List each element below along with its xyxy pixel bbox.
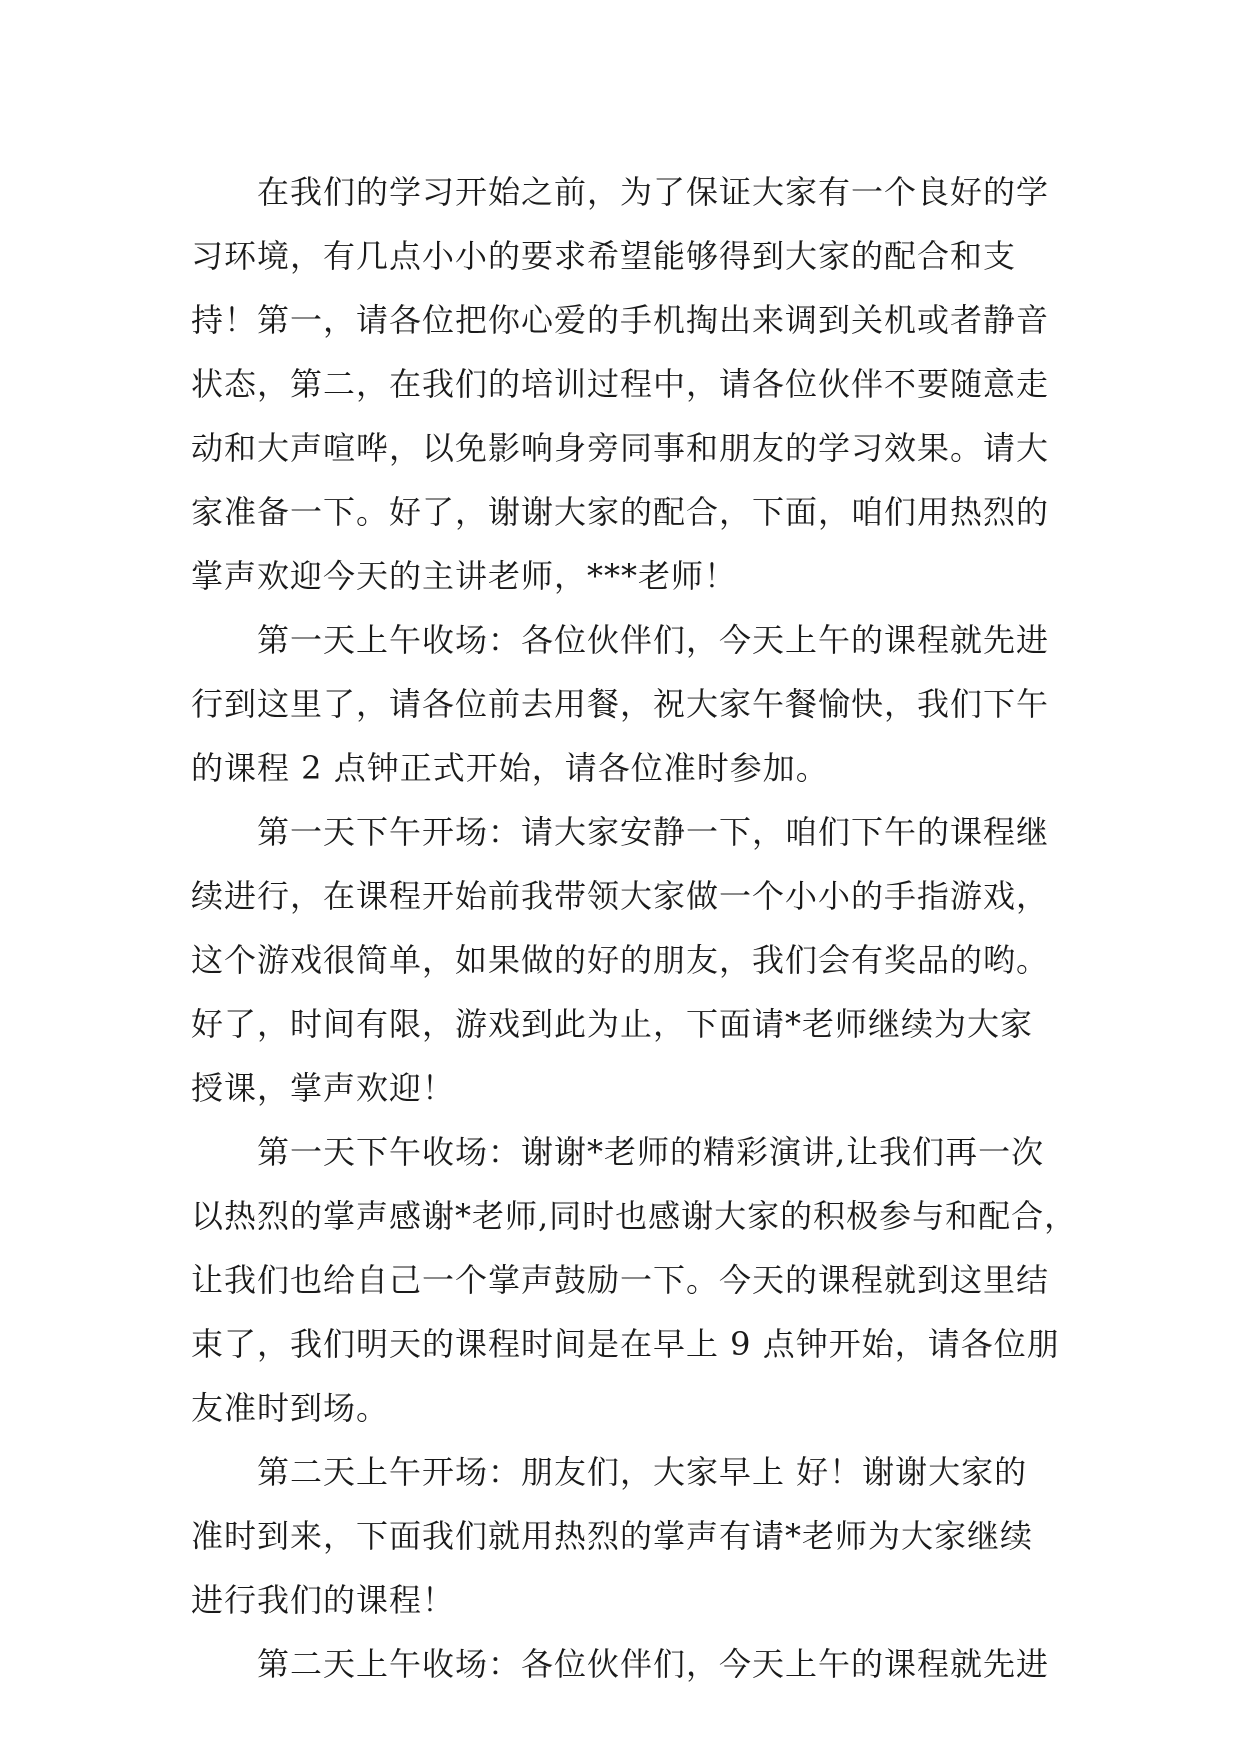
text-line: 授课，掌声欢迎！ xyxy=(191,1069,456,1107)
text-line: 这个游戏很简单，如果做的好的朋友，我们会有奖品的哟。 xyxy=(191,941,1050,979)
text-line: 准时到来，下面我们就用热烈的掌声有请*老师为大家继续 xyxy=(191,1517,1034,1555)
text-line: 行到这里了，请各位前去用餐，祝大家午餐愉快，我们下午 xyxy=(191,685,1050,723)
paragraph-day1-morning-close xyxy=(191,608,1051,800)
text-line: 在我们的学习开始之前，为了保证大家有一个良好的学 xyxy=(257,173,1050,211)
text-line: 让我们也给自己一个掌声鼓励一下。今天的课程就到这里结 xyxy=(191,1261,1050,1299)
text-line: 的课程 2 点钟正式开始，请各位准时参加。 xyxy=(191,749,829,787)
text-line: 友准时到场。 xyxy=(191,1389,390,1427)
text-line: 续进行，在课程开始前我带领大家做一个小小的手指游戏， xyxy=(191,877,1050,915)
text-line: 第二天上午收场：各位伙伴们，今天上午的课程就先进 xyxy=(257,1645,1050,1683)
document-body xyxy=(191,160,1078,1696)
text-line: 动和大声喧哗，以免影响身旁同事和朋友的学习效果。请大 xyxy=(191,429,1050,467)
text-line: 以热烈的掌声感谢*老师,同时也感谢大家的积极参与和配合， xyxy=(191,1197,1078,1235)
text-line: 状态，第二，在我们的培训过程中，请各位伙伴不要随意走 xyxy=(191,365,1050,403)
text-line: 进行我们的课程！ xyxy=(191,1581,456,1619)
text-line: 第一天下午收场：谢谢*老师的精彩演讲,让我们再一次 xyxy=(257,1133,1045,1171)
text-line: 掌声欢迎今天的主讲老师，***老师！ xyxy=(191,557,738,595)
text-line: 好了，时间有限，游戏到此为止，下面请*老师继续为大家 xyxy=(191,1005,1034,1043)
paragraph-day2-morning-close xyxy=(191,1632,1051,1696)
paragraph-opening-requirements xyxy=(191,160,1051,608)
text-line: 持！第一，请各位把你心爱的手机掏出来调到关机或者静音 xyxy=(191,301,1050,339)
paragraph-day1-afternoon-close xyxy=(191,1120,1078,1440)
text-line: 第一天上午收场：各位伙伴们，今天上午的课程就先进 xyxy=(257,621,1050,659)
text-line: 束了，我们明天的课程时间是在早上 9 点钟开始，请各位朋 xyxy=(191,1325,1060,1363)
text-line: 第二天上午开场：朋友们，大家早上 好！谢谢大家的 xyxy=(257,1453,1028,1491)
paragraph-day1-afternoon-open xyxy=(191,800,1051,1120)
text-line: 家准备一下。好了，谢谢大家的配合，下面，咱们用热烈的 xyxy=(191,493,1050,531)
text-line: 习环境，有几点小小的要求希望能够得到大家的配合和支 xyxy=(191,237,1017,275)
paragraph-day2-morning-open xyxy=(191,1440,1051,1632)
text-line: 第一天下午开场：请大家安静一下，咱们下午的课程继 xyxy=(257,813,1050,851)
